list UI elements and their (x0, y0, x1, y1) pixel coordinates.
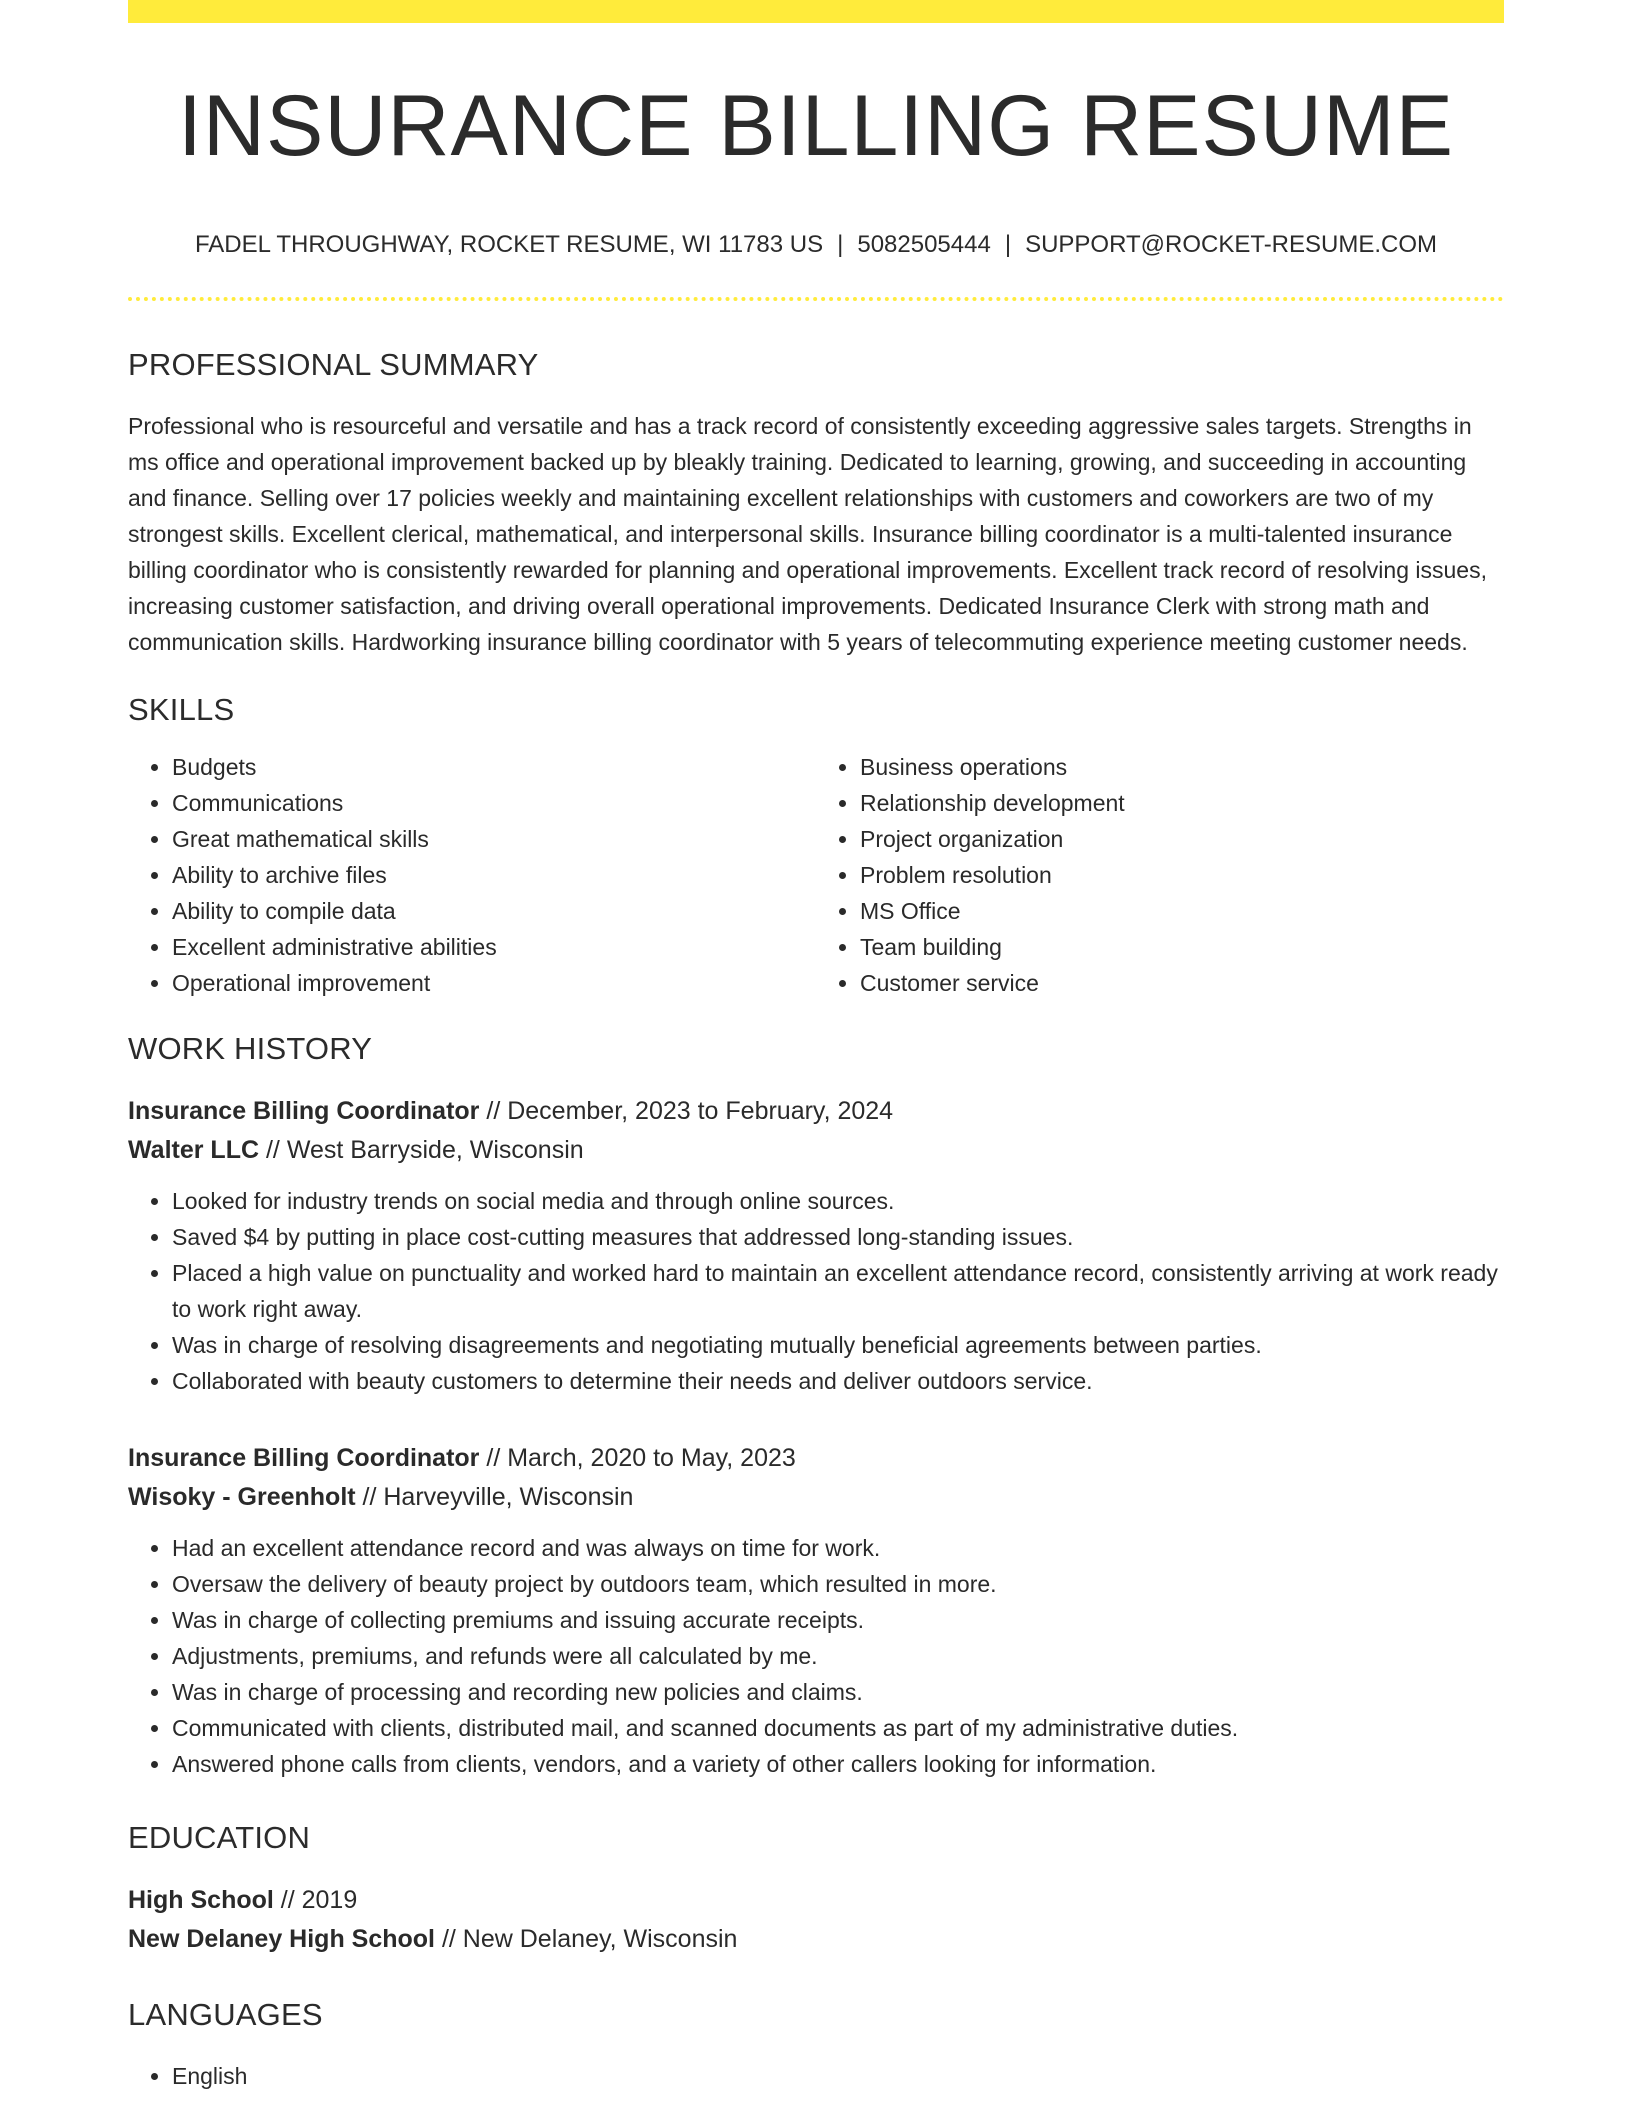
skill-item: • Team building (860, 929, 1504, 965)
job-title-line (128, 1092, 1504, 1131)
job-location: // Harveyville, Wisconsin (355, 1483, 634, 1511)
job-duty: • Was in charge of collecting premiums and issuing accurate receipts. (172, 1602, 1504, 1638)
job-duty: • Had an excellent attendance record and was always on time for work. (172, 1530, 1504, 1566)
skills-heading: SKILLS (128, 692, 235, 727)
education-year: // 2019 (273, 1886, 358, 1914)
contact-line (128, 233, 1504, 257)
job-company: Wisoky - Greenholt (128, 1483, 356, 1511)
job-company-line (128, 1131, 1504, 1170)
job-title: Insurance Billing Coordinator (128, 1097, 480, 1125)
skill-item: • Project organization (860, 821, 1504, 857)
skill-item: • Ability to compile data (172, 893, 816, 929)
education-degree: High School (128, 1886, 274, 1914)
job-duty: • Was in charge of processing and recording new policies and claims. (172, 1674, 1504, 1710)
job-title-line (128, 1439, 1504, 1478)
job-duties-list (128, 1530, 1504, 1782)
contact-separator: | (1004, 231, 1012, 258)
skill-item: • Communications (172, 785, 816, 821)
skills-list-right (816, 749, 1504, 1001)
skill-item: • Ability to archive files (172, 857, 816, 893)
education-heading: EDUCATION (128, 1820, 311, 1855)
job-duties-list (128, 1183, 1504, 1399)
skill-item: • Operational improvement (172, 965, 816, 1001)
summary-heading: PROFESSIONAL SUMMARY (128, 347, 539, 382)
skill-item: • MS Office (860, 893, 1504, 929)
skill-item: • Business operations (860, 749, 1504, 785)
skill-item: • Budgets (172, 749, 816, 785)
contact-email: SUPPORT@ROCKET-RESUME.COM (1025, 231, 1438, 258)
skill-item: • Relationship development (860, 785, 1504, 821)
language-item: • English (172, 2058, 1504, 2094)
job-duty: • Adjustments, premiums, and refunds were all calculated by me. (172, 1638, 1504, 1674)
job-duty: • Answered phone calls from clients, vendors, and a variety of other callers looking for information. (172, 1746, 1504, 1782)
job-duty: • Communicated with clients, distributed mail, and scanned documents as part of my administrative duties. (172, 1710, 1504, 1746)
job-duty: • Was in charge of resolving disagreements and negotiating mutually beneficial agreements between parties. (172, 1327, 1504, 1363)
contact-address: FADEL THROUGHWAY, ROCKET RESUME, WI 11783 US (194, 231, 824, 258)
skill-item: • Problem resolution (860, 857, 1504, 893)
skill-item: • Customer service (860, 965, 1504, 1001)
skills-list-left (128, 749, 816, 1001)
job-duty: • Collaborated with beauty customers to determine their needs and deliver outdoors service. (172, 1363, 1504, 1399)
job-duty: • Oversaw the delivery of beauty project by outdoors team, which resulted in more. (172, 1566, 1504, 1602)
dotted-divider (128, 297, 1504, 301)
education-degree-line (128, 1881, 1504, 1920)
contact-phone: 5082505444 (857, 231, 991, 258)
education-school-line (128, 1920, 1504, 1959)
contact-separator: | (837, 231, 844, 258)
job-duty: • Saved $4 by putting in place cost-cutting measures that addressed long-standing issues. (172, 1219, 1504, 1255)
summary-text: Professional who is resourceful and versatile and has a track record of consistently exceeding aggressive sales targets. Strengths in ms office and operational improvement backed up by bleakly training. Dedicated to learning, growing, and succeeding in accounting and finance. Selling over 17 policies weekly and maintaining excellent relationships with customers and coworkers are two of my strongest skills. Excellent clerical, mathematical, and interpersonal skills. Insurance billing coordinator is a multi-talented insurance billing coordinator who is consistently rewarded for planning and operational improvements. Excellent track record of resolving issues, increasing customer satisfaction, and driving overall operational improvements. Dedicated Insurance Clerk with strong math and communication skills. Hardworking insurance billing coordinator with 5 years of telecommuting experience meeting customer needs. (128, 413, 1487, 655)
job-duty: • Placed a high value on punctuality and worked hard to maintain an excellent attendance record, consistently arriving at work ready to work right away. (172, 1255, 1504, 1327)
job-dates: // March, 2020 to May, 2023 (479, 1444, 796, 1472)
job-company: Walter LLC (128, 1136, 260, 1164)
languages-list (128, 2058, 1504, 2094)
job-duty: • Looked for industry trends on social media and through online sources. (172, 1183, 1504, 1219)
work-history-heading: WORK HISTORY (128, 1031, 373, 1066)
job-company-line (128, 1478, 1504, 1517)
skills-columns (128, 749, 1504, 1001)
accent-top-bar (128, 0, 1504, 23)
job-location: // West Barryside, Wisconsin (259, 1136, 584, 1164)
job-title: Insurance Billing Coordinator (128, 1444, 480, 1472)
skill-item: • Great mathematical skills (172, 821, 816, 857)
resume-content (128, 0, 1504, 2094)
education-location: // New Delaney, Wisconsin (435, 1925, 738, 1953)
languages-heading: LANGUAGES (128, 1997, 323, 2032)
skill-item: • Excellent administrative abilities (172, 929, 816, 965)
resume-title: INSURANCE BILLING RESUME (177, 78, 1455, 174)
education-school: New Delaney High School (128, 1925, 436, 1953)
job-dates: // December, 2023 to February, 2024 (479, 1097, 894, 1125)
